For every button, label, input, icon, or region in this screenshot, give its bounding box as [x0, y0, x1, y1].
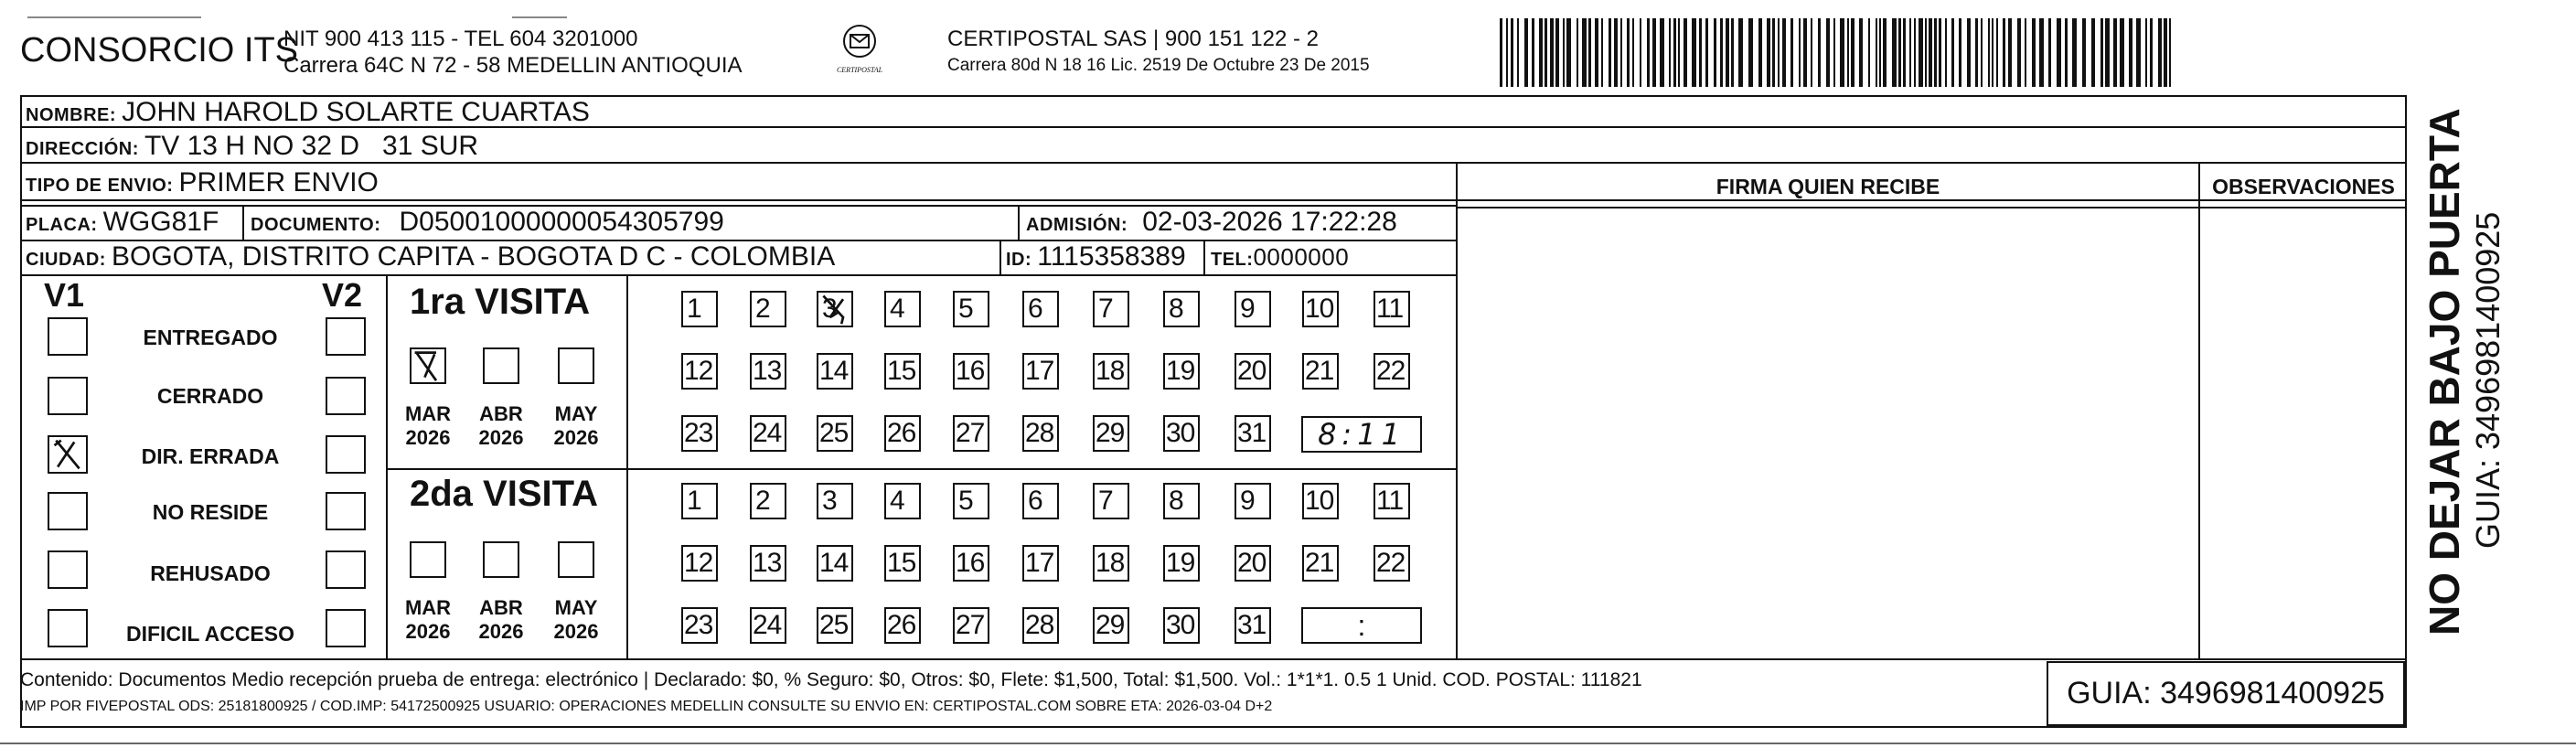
- barcode-bar: [1683, 18, 1687, 87]
- barcode-bar: [2017, 18, 2021, 87]
- footer-content: Contenido: Documentos Medio recepción prueba de entrega: electrónico | Declarado: $0, % Seguro: $0, Otros: $0, Flete: $1,500, Total: $1,500. Vol.: 1*1*1. 0.5 1 Unid. COD. POSTAL: 111821: [20, 669, 1642, 690]
- barcode-bar: [2136, 18, 2141, 87]
- barcode-bar: [1566, 18, 1571, 87]
- second-visit-day-6[interactable]: 6: [1022, 483, 1059, 519]
- first-visit-day-13[interactable]: 13: [750, 353, 786, 390]
- first-visit-day-9[interactable]: 9: [1235, 291, 1271, 327]
- divider: [20, 162, 2407, 164]
- v1-checkbox-dir-errada[interactable]: [48, 435, 88, 474]
- barcode-bar: [1673, 18, 1676, 87]
- barcode-bar: [2158, 18, 2162, 87]
- first-visit-month-may-checkbox[interactable]: [558, 347, 594, 384]
- divider: [20, 274, 1456, 276]
- first-visit-day-10[interactable]: 10: [1302, 291, 1339, 327]
- barcode-bar: [2025, 18, 2026, 87]
- direccion-label: DIRECCIÓN:: [26, 139, 139, 159]
- barcode-bar: [1782, 18, 1786, 87]
- second-visit-day-19[interactable]: 19: [1163, 545, 1200, 582]
- barcode-bar: [1945, 18, 1947, 87]
- second-visit-day-13[interactable]: 13: [750, 545, 786, 582]
- barcode-bar: [1614, 18, 1618, 87]
- barcode-bar: [1678, 18, 1680, 87]
- barcode-bar: [1811, 18, 1812, 87]
- ciudad-row: [26, 241, 835, 272]
- barcode-bar: [2039, 18, 2044, 87]
- second-visit-month-abr-label: ABR 2026: [478, 596, 524, 643]
- barcode-bar: [1524, 18, 1528, 87]
- divider: [20, 199, 2407, 201]
- direccion-row: [26, 131, 478, 162]
- first-visit-day-6[interactable]: 6: [1022, 291, 1059, 327]
- admision-label: ADMISIÓN:: [1026, 215, 1128, 235]
- second-visit-day-20[interactable]: 20: [1235, 545, 1271, 582]
- divider: [1018, 205, 1020, 240]
- barcode-bar: [1539, 18, 1543, 87]
- first-visit-day-24[interactable]: 24: [750, 415, 786, 452]
- first-visit-day-17[interactable]: 17: [1022, 353, 1059, 390]
- first-visit-month-abr-label: ABR 2026: [478, 402, 524, 449]
- v2-checkbox-entregado[interactable]: [326, 317, 366, 356]
- barcode-bar: [1652, 18, 1656, 87]
- barcode-bar: [1731, 18, 1734, 87]
- barcode-bar: [2150, 18, 2153, 87]
- first-visit-day-27[interactable]: 27: [953, 415, 989, 452]
- second-visit-month-abr-checkbox[interactable]: [483, 541, 519, 578]
- divider: [2198, 162, 2200, 658]
- barcode-bar: [1909, 18, 1911, 87]
- second-visit-day-12[interactable]: 12: [681, 545, 718, 582]
- second-visit-day-9[interactable]: 9: [1235, 483, 1271, 519]
- barcode-bar: [1767, 18, 1770, 87]
- second-visit-day-23[interactable]: 23: [681, 607, 718, 644]
- first-visit-day-2[interactable]: 2: [750, 291, 786, 327]
- first-visit-day-30[interactable]: 30: [1163, 415, 1200, 452]
- barcode-bar: [1550, 18, 1554, 87]
- barcode-bar: [1939, 18, 1941, 87]
- documento-label: DOCUMENTO:: [251, 215, 381, 235]
- barcode-bar: [1726, 18, 1729, 87]
- v1-checkbox-rehusado[interactable]: [48, 550, 88, 589]
- barcode-bar: [1851, 18, 1855, 87]
- v2-checkbox-cerrado[interactable]: [326, 377, 366, 415]
- first-visit-day-12[interactable]: 12: [681, 353, 718, 390]
- tipo-envio-label: TIPO DE ENVIO:: [26, 176, 174, 196]
- barcode-bar: [1847, 18, 1849, 87]
- carrier-name: CERTIPOSTAL SAS | 900 151 122 - 2: [947, 27, 1319, 51]
- barcode-bar: [1934, 18, 1937, 87]
- divider: [626, 274, 628, 658]
- barcode-bar: [1799, 18, 1801, 87]
- tel-value: 0000000: [1253, 243, 1350, 271]
- v2-checkbox-dir-errada[interactable]: [326, 435, 366, 474]
- first-visit-month-mar-label: MAR 2026: [404, 402, 452, 449]
- barcode-bar: [1506, 18, 1508, 87]
- id-label: ID:: [1006, 250, 1032, 270]
- ciudad-value: BOGOTA, DISTRITO CAPITA - BOGOTA D C - COLOMBIA: [112, 241, 836, 272]
- barcode-bar: [1919, 18, 1923, 87]
- tipo-envio-value: PRIMER ENVIO: [178, 167, 379, 198]
- second-visit-day-28[interactable]: 28: [1022, 607, 1059, 644]
- divider: [1203, 240, 1205, 274]
- nombre-row: [26, 97, 590, 128]
- second-visit-title: 2da VISITA: [410, 474, 598, 514]
- nombre-label: NOMBRE:: [26, 105, 117, 125]
- firma-header: FIRMA QUIEN RECIBE: [1716, 175, 1940, 198]
- placa-row: [26, 207, 219, 238]
- second-visit-day-25[interactable]: 25: [817, 607, 853, 644]
- second-visit-day-27[interactable]: 27: [953, 607, 989, 644]
- barcode-bar: [1647, 18, 1650, 87]
- documento-row: [251, 207, 724, 238]
- second-visit-time-separator: :: [1357, 609, 1366, 642]
- handwritten-x-mark-icon: [49, 437, 86, 472]
- first-visit-day-18[interactable]: 18: [1093, 353, 1129, 390]
- second-visit-day-17[interactable]: 17: [1022, 545, 1059, 582]
- first-visit-day-15[interactable]: 15: [884, 353, 921, 390]
- first-visit-day-28[interactable]: 28: [1022, 415, 1059, 452]
- admision-value: 02-03-2026 17:22:28: [1142, 207, 1397, 237]
- v2-checkbox-rehusado[interactable]: [326, 550, 366, 589]
- barcode-bar: [1660, 18, 1664, 87]
- scan-line-bottom: [0, 743, 2576, 744]
- first-visit-day-4[interactable]: 4: [884, 291, 921, 327]
- observaciones-header: OBSERVACIONES: [2212, 175, 2395, 198]
- second-visit-day-7[interactable]: 7: [1093, 483, 1129, 519]
- barcode-bar: [2048, 18, 2051, 87]
- second-visit-time-field[interactable]: [1301, 607, 1422, 644]
- certipostal-logo: [809, 23, 910, 76]
- handwritten-check-mark-icon: [412, 349, 444, 382]
- first-visit-day-22[interactable]: 22: [1374, 353, 1410, 390]
- admision-row: [1026, 207, 1397, 238]
- barcode-bar: [1500, 18, 1502, 87]
- direccion-value: TV 13 H NO 32 D 31 SUR: [144, 131, 479, 161]
- second-visit-day-18[interactable]: 18: [1093, 545, 1129, 582]
- barcode-bar: [1532, 18, 1534, 87]
- first-visit-day-14[interactable]: 14: [817, 353, 853, 390]
- barcode-bar: [1632, 18, 1634, 87]
- barcode-bar: [2008, 18, 2012, 87]
- second-visit-month-mar-checkbox[interactable]: [410, 541, 446, 578]
- second-visit-day-1[interactable]: 1: [681, 483, 718, 519]
- barcode-bar: [1818, 18, 1821, 87]
- second-visit-day-16[interactable]: 16: [953, 545, 989, 582]
- divider: [20, 658, 2407, 660]
- status-no-reside: NO RESIDE: [152, 500, 269, 524]
- second-visit-day-11[interactable]: 11: [1374, 483, 1410, 519]
- barcode-bar: [1511, 18, 1513, 87]
- barcode-bar: [1577, 18, 1578, 87]
- barcode-bar: [1582, 18, 1587, 87]
- barcode-bar: [1859, 18, 1863, 87]
- tipo-envio-row: [26, 167, 379, 198]
- second-visit-day-29[interactable]: 29: [1093, 607, 1129, 644]
- barcode-bar: [2164, 18, 2167, 87]
- placa-label: PLACA:: [26, 215, 98, 235]
- barcode-bar: [1758, 18, 1762, 87]
- barcode-bar: [1778, 18, 1780, 87]
- second-visit-month-mar-label: MAR 2026: [404, 596, 452, 643]
- barcode-bar: [1627, 18, 1630, 87]
- first-visit-day-23[interactable]: 23: [681, 415, 718, 452]
- documento-value: D05001000000054305799: [399, 207, 724, 237]
- carrier-address: Carrera 80d N 18 16 Lic. 2519 De Octubre 23 De 2015: [947, 56, 1370, 75]
- first-visit-day-20[interactable]: 20: [1235, 353, 1271, 390]
- divider: [999, 240, 1001, 274]
- company-nit: NIT 900 413 115 - TEL 604 3201000: [283, 27, 638, 51]
- barcode-bar: [1914, 18, 1916, 87]
- v1-checkbox-dificil-acceso[interactable]: [48, 609, 88, 647]
- first-visit-month-abr-checkbox[interactable]: [483, 347, 519, 384]
- barcode-bar: [2145, 18, 2147, 87]
- barcode-bar: [1996, 18, 1998, 87]
- first-visit-day-31[interactable]: 31: [1235, 415, 1271, 452]
- barcode-bar: [1988, 18, 1990, 87]
- barcode-bar: [2169, 18, 2171, 87]
- second-visit-month-may-checkbox[interactable]: [558, 541, 594, 578]
- status-dir-errada: DIR. ERRADA: [141, 444, 280, 468]
- barcode-bar: [2072, 18, 2077, 87]
- barcode-bar: [1833, 18, 1835, 87]
- status-cerrado: CERRADO: [156, 384, 264, 408]
- v2-checkbox-no-reside[interactable]: [326, 492, 366, 530]
- barcode-bar: [2082, 18, 2086, 87]
- placa-value: WGG81F: [102, 207, 219, 237]
- second-visit-day-10[interactable]: 10: [1302, 483, 1339, 519]
- v1-checkbox-no-reside[interactable]: [48, 492, 88, 530]
- second-visit-day-30[interactable]: 30: [1163, 607, 1200, 644]
- barcode-bar: [2065, 18, 2068, 87]
- barcode-bar: [1883, 18, 1887, 87]
- barcode-bar: [1563, 18, 1565, 87]
- tel-label: TEL:: [1211, 250, 1254, 270]
- barcode-bar: [1903, 18, 1906, 87]
- first-visit-day-19[interactable]: 19: [1163, 353, 1200, 390]
- barcode-bar: [1640, 18, 1641, 87]
- barcode-bar: [1790, 18, 1793, 87]
- ciudad-label: CIUDAD:: [26, 250, 106, 270]
- first-visit-day-21[interactable]: 21: [1302, 353, 1339, 390]
- barcode-bar: [1588, 18, 1591, 87]
- barcode-bar: [1826, 18, 1830, 87]
- v1-checkbox-cerrado[interactable]: [48, 377, 88, 415]
- divider: [386, 274, 388, 658]
- first-visit-day-7[interactable]: 7: [1093, 291, 1129, 327]
- nombre-value: JOHN HAROLD SOLARTE CUARTAS: [122, 97, 590, 127]
- no-dejar-bajo-puerta-notice: NO DEJAR BAJO PUERTA: [2421, 108, 2468, 636]
- barcode-bar: [1748, 18, 1753, 87]
- first-visit-day-25[interactable]: 25: [817, 415, 853, 452]
- barcode-bar: [1705, 18, 1708, 87]
- first-visit-day-29[interactable]: 29: [1093, 415, 1129, 452]
- second-visit-day-21[interactable]: 21: [1302, 545, 1339, 582]
- divider: [1456, 207, 2407, 208]
- second-visit-day-24[interactable]: 24: [750, 607, 786, 644]
- company-name: CONSORCIO ITS: [20, 31, 299, 69]
- first-visit-day-11[interactable]: 11: [1374, 291, 1410, 327]
- second-visit-day-5[interactable]: 5: [953, 483, 989, 519]
- barcode-bar: [1609, 18, 1611, 87]
- barcode-bar: [2113, 18, 2117, 87]
- first-visit-day-1[interactable]: 1: [681, 291, 718, 327]
- v1-header: V1: [44, 276, 85, 314]
- barcode-bar: [2100, 18, 2103, 87]
- barcode-bar: [1898, 18, 1901, 87]
- barcode-bar: [2105, 18, 2110, 87]
- second-visit-day-2[interactable]: 2: [750, 483, 786, 519]
- barcode-bar: [1879, 18, 1881, 87]
- second-visit-day-14[interactable]: 14: [817, 545, 853, 582]
- second-visit-day-4[interactable]: 4: [884, 483, 921, 519]
- barcode-bar: [1517, 18, 1519, 87]
- barcode-bar: [1967, 18, 1971, 87]
- barcode-bar: [1772, 18, 1775, 87]
- first-visit-month-mar-checkbox[interactable]: [410, 347, 446, 384]
- barcode-bar: [1975, 18, 1978, 87]
- divider: [386, 468, 1456, 470]
- guia-number: GUIA: 3496981400925: [2047, 661, 2405, 726]
- first-visit-day-16[interactable]: 16: [953, 353, 989, 390]
- first-visit-time-value: 8:11: [1318, 417, 1406, 452]
- barcode-bar: [1720, 18, 1723, 87]
- second-visit-day-31[interactable]: 31: [1235, 607, 1271, 644]
- second-visit-day-22[interactable]: 22: [1374, 545, 1410, 582]
- divider: [242, 205, 244, 240]
- barcode-bar: [2057, 18, 2061, 87]
- barcode-bar: [2003, 18, 2005, 87]
- scan-line-top: [512, 16, 567, 18]
- barcode-bar: [2129, 18, 2132, 87]
- first-visit-day-5[interactable]: 5: [953, 291, 989, 327]
- second-visit-day-3[interactable]: 3: [817, 483, 853, 519]
- barcode-bar: [1876, 18, 1877, 87]
- scan-line-top: [27, 16, 201, 18]
- barcode-bar: [1738, 18, 1743, 87]
- first-visit-day-8[interactable]: 8: [1163, 291, 1200, 327]
- barcode-bar: [1925, 18, 1927, 87]
- barcode-bar: [1692, 18, 1696, 87]
- barcode-bar: [1545, 18, 1547, 87]
- first-visit-day-3[interactable]: 3: [817, 291, 853, 327]
- barcode-bar: [1840, 18, 1844, 87]
- barcode-bar: [1992, 18, 1993, 87]
- barcode-bar: [1959, 18, 1961, 87]
- status-dificil-acceso: DIFICIL ACCESO: [125, 622, 294, 646]
- second-visit-month-may-label: MAY 2026: [553, 596, 599, 643]
- side-guia-number: GUIA: 3496981400925: [2469, 211, 2507, 549]
- carrier-info: [947, 26, 1370, 79]
- v1-checkbox-entregado[interactable]: [48, 317, 88, 356]
- envelope-logo-icon: [839, 23, 881, 59]
- status-entregado: ENTREGADO: [143, 326, 278, 349]
- barcode-bar: [1699, 18, 1702, 87]
- id-value: 1115358389: [1037, 241, 1186, 272]
- barcode-bar: [2091, 18, 2095, 87]
- barcode-bar: [1892, 18, 1897, 87]
- barcode-bar: [1595, 18, 1598, 87]
- v2-header: V2: [322, 276, 363, 314]
- barcode-bar: [1620, 18, 1622, 87]
- status-rehusado: REHUSADO: [150, 561, 271, 585]
- barcode-bar: [1555, 18, 1559, 87]
- divider: [1456, 162, 1458, 658]
- barcode-bar: [1929, 18, 1932, 87]
- second-visit-day-26[interactable]: 26: [884, 607, 921, 644]
- v2-checkbox-dificil-acceso[interactable]: [326, 609, 366, 647]
- id-row: [1006, 241, 1186, 272]
- barcode-bar: [1669, 18, 1671, 87]
- barcode-bar: [2120, 18, 2124, 87]
- company-info: [283, 26, 743, 79]
- barcode-bar: [2032, 18, 2036, 87]
- barcode-bar: [1981, 18, 1983, 87]
- first-visit-title: 1ra VISITA: [410, 282, 591, 322]
- tel-row: [1211, 243, 1349, 272]
- second-visit-day-15[interactable]: 15: [884, 545, 921, 582]
- company-address: Carrera 64C N 72 - 58 MEDELLIN ANTIOQUIA: [283, 53, 743, 78]
- first-visit-time-field[interactable]: [1301, 416, 1422, 453]
- barcode: [1500, 18, 2176, 87]
- logo-text: CERTIPOSTAL: [836, 66, 883, 74]
- barcode-bar: [1714, 18, 1716, 87]
- footer-print-info: IMP POR FIVEPOSTAL ODS: 25181800925 / COD.IMP: 54172500925 USUARIO: OPERACIONES MEDELLIN CONSULTE SU ENVIO EN: CERTIPOSTAL.COM SOBRE ETA: 2026-03-04 D+2: [20, 699, 1273, 714]
- barcode-bar: [1951, 18, 1954, 87]
- first-visit-day-26[interactable]: 26: [884, 415, 921, 452]
- first-visit-month-may-label: MAY 2026: [553, 402, 599, 449]
- barcode-bar: [1803, 18, 1807, 87]
- second-visit-day-8[interactable]: 8: [1163, 483, 1200, 519]
- barcode-bar: [1601, 18, 1603, 87]
- barcode-bar: [1868, 18, 1870, 87]
